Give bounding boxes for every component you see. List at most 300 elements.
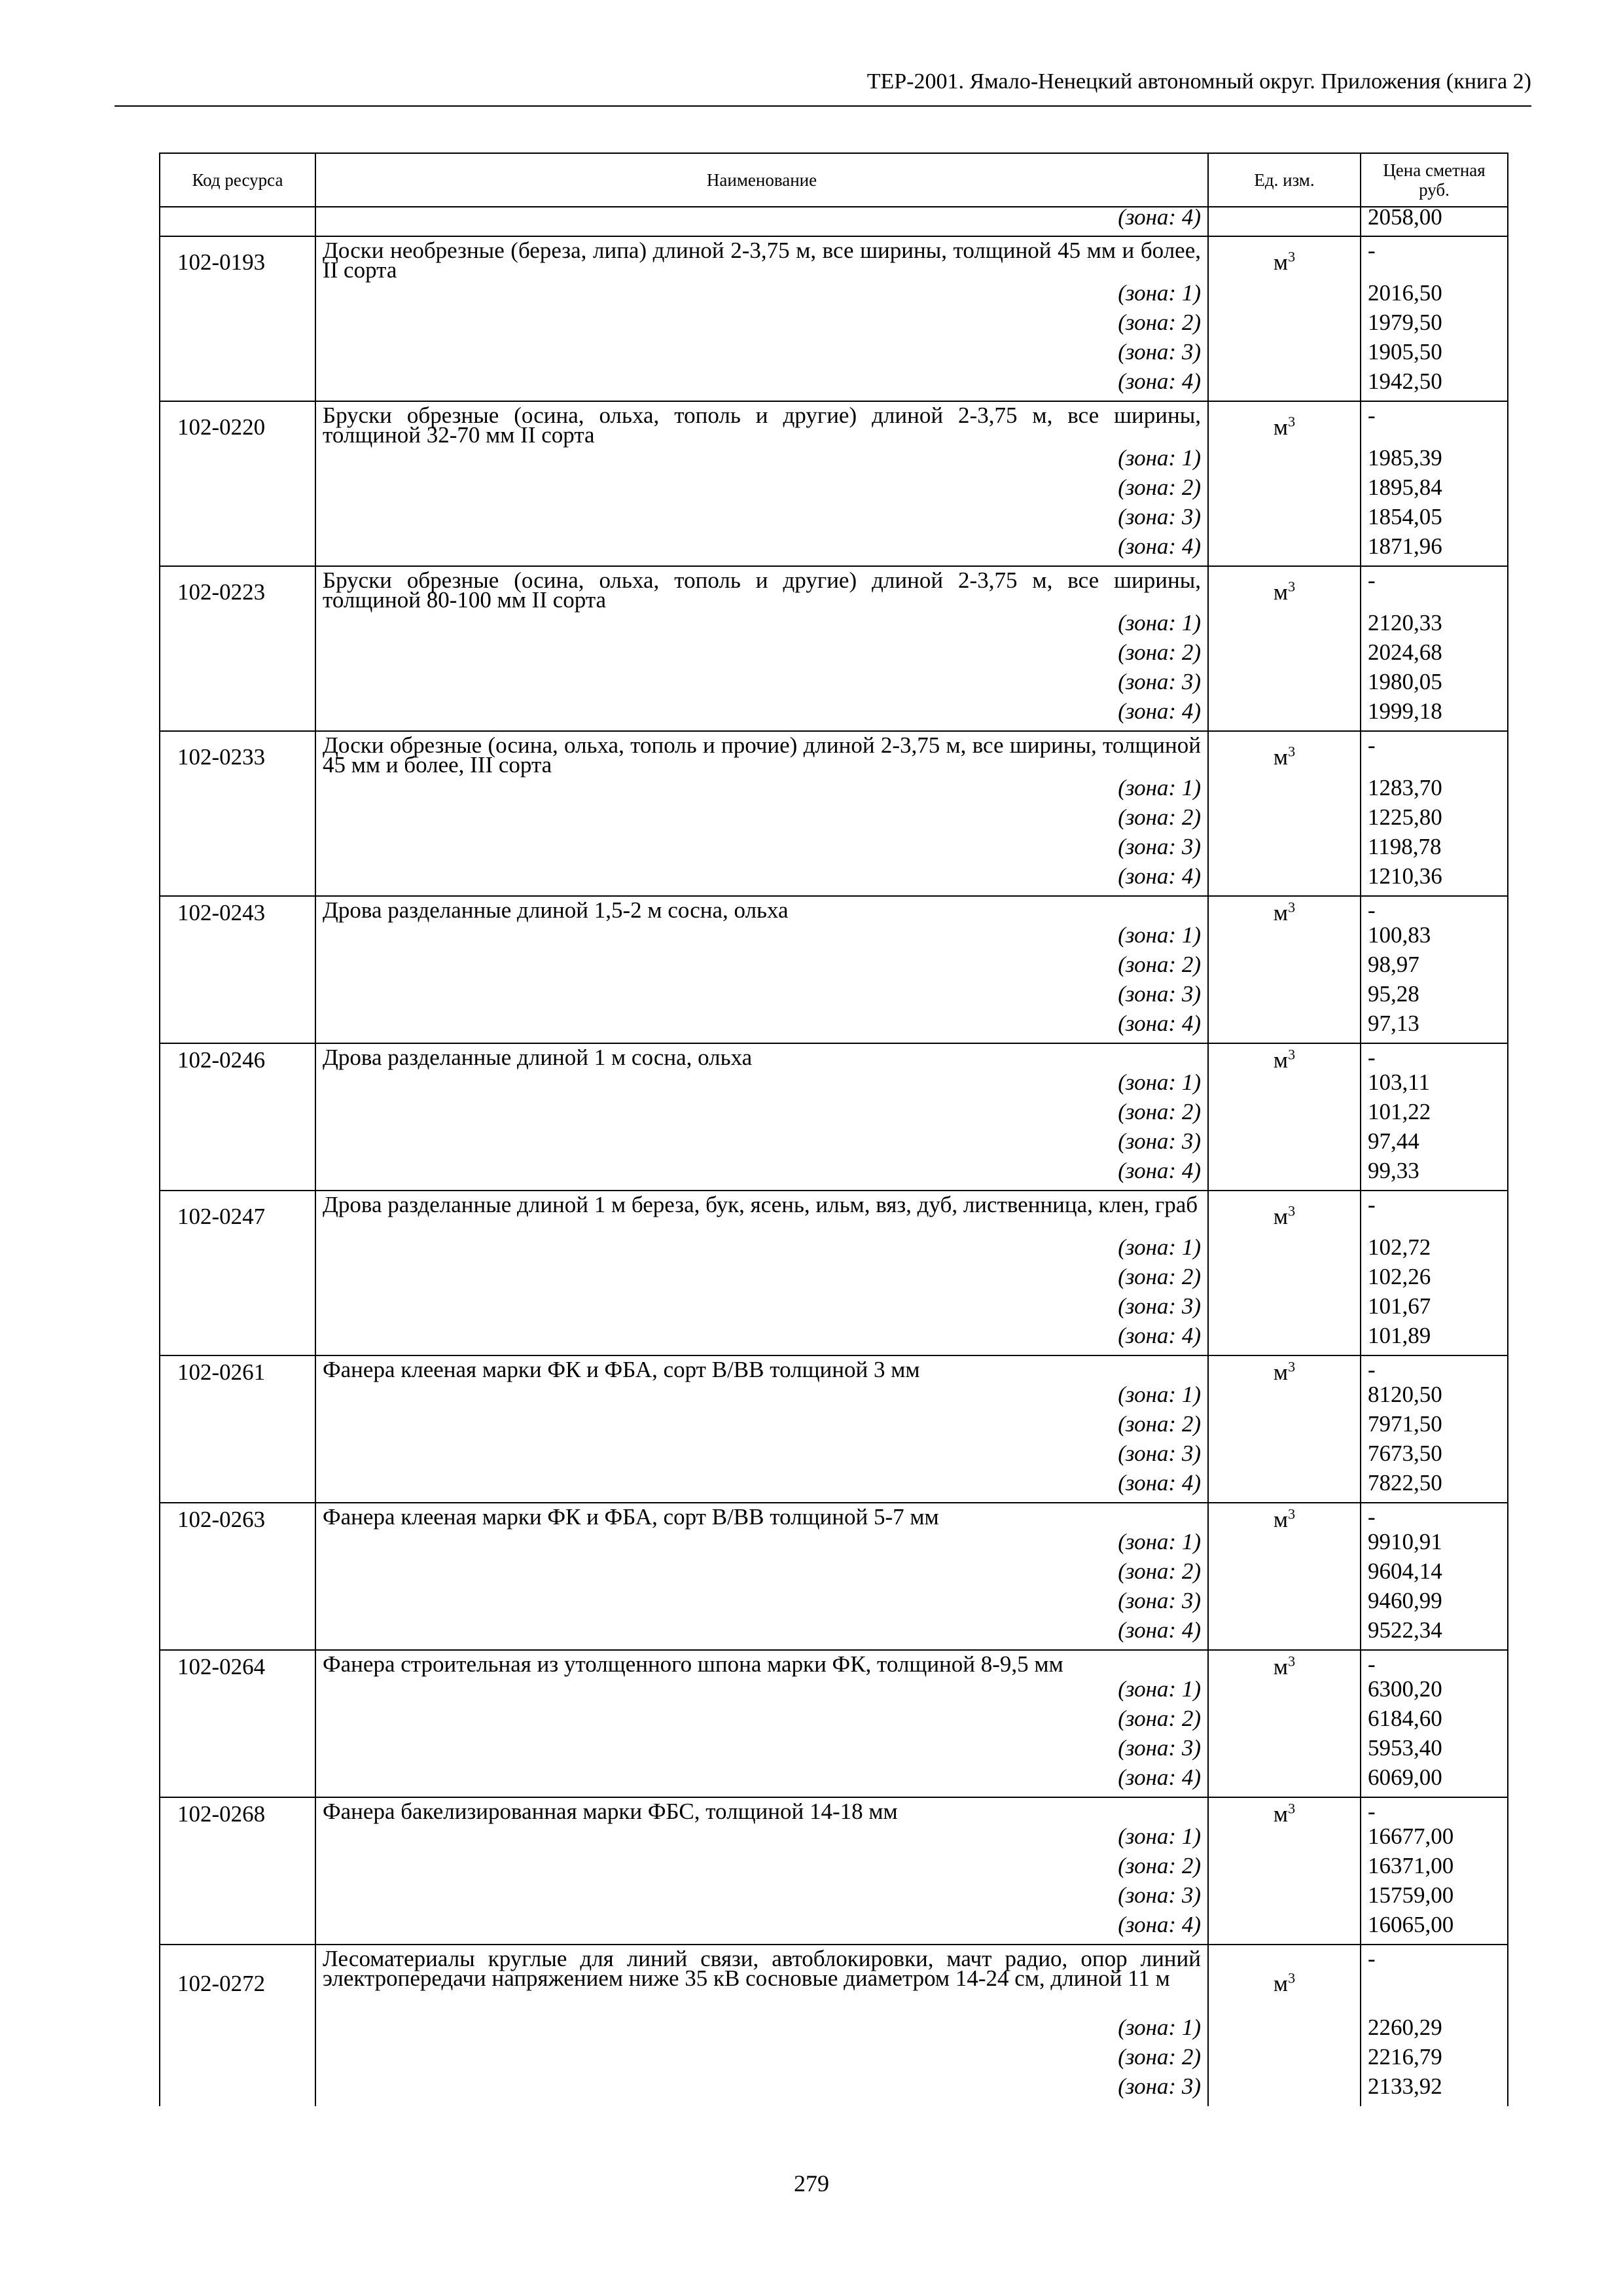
resource-name: Фанера клееная марки ФК и ФБА, сорт В/ВВ толщиной 3 мм — [315, 1355, 1208, 1385]
zone-unit-empty — [1208, 1915, 1361, 1945]
resource-name: Фанера строительная из утолщенного шпона марки ФК, толщиной 8-9,5 мм — [315, 1650, 1208, 1679]
zone-unit-empty — [1208, 1014, 1361, 1043]
zone-price: 1283,70 — [1361, 778, 1508, 808]
zone-label: (зона: 2) — [315, 2047, 1208, 2077]
zone-label: (зона: 2) — [315, 1414, 1208, 1444]
zone-price: 16065,00 — [1361, 1915, 1508, 1945]
zone-code-empty — [160, 613, 315, 643]
zone-row — [160, 1679, 1508, 1709]
zone-code-empty — [160, 2018, 315, 2047]
zone-code-empty — [160, 1267, 315, 1297]
zone-price: 2133,92 — [1361, 2077, 1508, 2106]
zone-code-empty — [160, 1532, 315, 1562]
zone-unit-empty — [1208, 1238, 1361, 1267]
zone-row — [160, 1267, 1508, 1297]
zone-label: (зона: 3) — [315, 1132, 1208, 1161]
zone-code-empty — [160, 1414, 315, 1444]
zone-unit-empty — [1208, 1161, 1361, 1191]
zone-label: (зона: 4) — [315, 1768, 1208, 1797]
zone-code-empty — [160, 1915, 315, 1945]
table-row — [160, 1503, 1508, 1532]
zone-unit-empty — [1208, 507, 1361, 537]
zone-row — [160, 1102, 1508, 1132]
zone-unit-empty — [1208, 1738, 1361, 1768]
base-price: - — [1361, 1797, 1508, 1827]
zone-unit-empty — [1208, 342, 1361, 372]
zone-code-empty — [160, 448, 315, 478]
resource-name: Дрова разделанные длиной 1 м береза, бук, ясень, ильм, вяз, дуб, лиственница, клен, граб — [315, 1191, 1208, 1238]
base-price: - — [1361, 731, 1508, 778]
zone-unit-empty — [1208, 925, 1361, 955]
zone-label: (зона: 2) — [315, 313, 1208, 342]
zone-label: (зона: 2) — [315, 1709, 1208, 1738]
zone-unit-empty — [1208, 1297, 1361, 1326]
zone-price: 1999,18 — [1361, 702, 1508, 731]
table-row — [160, 236, 1508, 283]
table-row — [160, 1191, 1508, 1238]
zone-code-empty — [160, 372, 315, 401]
zone-label: (зона: 3) — [315, 342, 1208, 372]
resource-name: Фанера бакелизированная марки ФБС, толщиной 14-18 мм — [315, 1797, 1208, 1827]
zone-unit-empty — [1208, 448, 1361, 478]
zone-label: (зона: 1) — [315, 1827, 1208, 1856]
zone-price: 1980,05 — [1361, 672, 1508, 702]
zone-code-empty — [160, 808, 315, 837]
zone-price: 1895,84 — [1361, 478, 1508, 507]
zone-row — [160, 313, 1508, 342]
zone-price: 101,22 — [1361, 1102, 1508, 1132]
zone-label: (зона: 2) — [315, 955, 1208, 984]
unit-exponent: 3 — [1288, 577, 1296, 594]
resource-name: Фанера клееная марки ФК и ФБА, сорт В/ВВ толщиной 5-7 мм — [315, 1503, 1208, 1532]
zone-price: 16371,00 — [1361, 1856, 1508, 1886]
zone-price: 1871,96 — [1361, 537, 1508, 566]
zone-label: (зона: 2) — [315, 1102, 1208, 1132]
zone-price: 1854,05 — [1361, 507, 1508, 537]
zone-price: 6184,60 — [1361, 1709, 1508, 1738]
zone-label: (зона: 2) — [315, 643, 1208, 672]
zone-row — [160, 955, 1508, 984]
resource-code: 102-0246 — [160, 1043, 315, 1073]
zone-price: 6300,20 — [1361, 1679, 1508, 1709]
zone-label: (зона: 1) — [315, 1532, 1208, 1562]
resource-name: Доски необрезные (береза, липа) длиной 2-3,75 м, все ширины, толщиной 45 мм и более, II сорта — [315, 236, 1208, 283]
zone-label: (зона: 1) — [315, 925, 1208, 955]
unit-base: м — [1273, 249, 1289, 275]
continuation-zone: (зона: 4) — [315, 207, 1208, 236]
unit-exponent: 3 — [1288, 1202, 1296, 1219]
zone-price: 2260,29 — [1361, 2018, 1508, 2047]
base-price: - — [1361, 1191, 1508, 1238]
resource-code: 102-0223 — [160, 566, 315, 613]
zone-unit-empty — [1208, 1679, 1361, 1709]
zone-code-empty — [160, 1297, 315, 1326]
zone-code-empty — [160, 1827, 315, 1856]
zone-unit-empty — [1208, 1267, 1361, 1297]
zone-price: 9522,34 — [1361, 1621, 1508, 1650]
unit-exponent: 3 — [1288, 1800, 1296, 1817]
zone-code-empty — [160, 1073, 315, 1102]
unit-exponent: 3 — [1288, 412, 1296, 429]
zone-label: (зона: 3) — [315, 837, 1208, 867]
zone-unit-empty — [1208, 1621, 1361, 1650]
zone-label: (зона: 3) — [315, 672, 1208, 702]
unit-cell — [1208, 566, 1361, 613]
zone-unit-empty — [1208, 1102, 1361, 1132]
running-header: ТЕР-2001. Ямало-Ненецкий автономный округ. Приложения (книга 2) — [115, 65, 1531, 107]
base-price: - — [1361, 1650, 1508, 1679]
zone-price: 97,44 — [1361, 1132, 1508, 1161]
unit-cell — [1208, 1503, 1361, 1532]
unit-exponent: 3 — [1288, 1046, 1296, 1063]
price-table — [159, 152, 1508, 2106]
base-price: - — [1361, 1043, 1508, 1073]
zone-row — [160, 643, 1508, 672]
zone-unit-empty — [1208, 372, 1361, 401]
zone-code-empty — [160, 1102, 315, 1132]
zone-row — [160, 778, 1508, 808]
zone-label: (зона: 4) — [315, 372, 1208, 401]
zone-label: (зона: 4) — [315, 702, 1208, 731]
zone-price: 7971,50 — [1361, 1414, 1508, 1444]
zone-row — [160, 867, 1508, 896]
unit-cell — [1208, 1191, 1361, 1238]
zone-row — [160, 1768, 1508, 1797]
resource-code: 102-0220 — [160, 401, 315, 448]
zone-code-empty — [160, 1132, 315, 1161]
zone-unit-empty — [1208, 1414, 1361, 1444]
zone-row — [160, 342, 1508, 372]
zone-unit-empty — [1208, 808, 1361, 837]
zone-price: 102,26 — [1361, 1267, 1508, 1297]
zone-unit-empty — [1208, 837, 1361, 867]
unit-exponent: 3 — [1288, 742, 1296, 759]
unit-base: м — [1273, 1047, 1289, 1073]
zone-label: (зона: 2) — [315, 808, 1208, 837]
zone-price: 1225,80 — [1361, 808, 1508, 837]
zone-code-empty — [160, 1856, 315, 1886]
zone-label: (зона: 1) — [315, 613, 1208, 643]
zone-code-empty — [160, 1385, 315, 1414]
zone-row — [160, 1326, 1508, 1355]
zone-price: 1210,36 — [1361, 867, 1508, 896]
unit-cell — [1208, 896, 1361, 925]
zone-unit-empty — [1208, 313, 1361, 342]
zone-label: (зона: 4) — [315, 1473, 1208, 1503]
table-row — [160, 1043, 1508, 1073]
zone-row — [160, 1297, 1508, 1326]
unit-base: м — [1273, 744, 1289, 770]
zone-row — [160, 1532, 1508, 1562]
zone-label: (зона: 4) — [315, 1326, 1208, 1355]
zone-code-empty — [160, 313, 315, 342]
resource-name: Доски обрезные (осина, ольха, тополь и прочие) длиной 2-3,75 м, все ширины, толщиной 45 мм и более, III сорта — [315, 731, 1208, 778]
zone-unit-empty — [1208, 1532, 1361, 1562]
zone-code-empty — [160, 1014, 315, 1043]
zone-row — [160, 1709, 1508, 1738]
resource-name: Дрова разделанные длиной 1,5-2 м сосна, ольха — [315, 896, 1208, 925]
table-row — [160, 896, 1508, 925]
unit-exponent: 3 — [1288, 899, 1296, 916]
zone-code-empty — [160, 1444, 315, 1473]
zone-code-empty — [160, 1326, 315, 1355]
base-price: - — [1361, 236, 1508, 283]
zone-unit-empty — [1208, 1768, 1361, 1797]
zone-label: (зона: 4) — [315, 1621, 1208, 1650]
zone-code-empty — [160, 1709, 315, 1738]
zone-row — [160, 1886, 1508, 1915]
zone-row — [160, 613, 1508, 643]
table-row — [160, 401, 1508, 448]
zone-unit-empty — [1208, 1326, 1361, 1355]
unit-base: м — [1273, 414, 1289, 440]
zone-label: (зона: 3) — [315, 2077, 1208, 2106]
zone-price: 2216,79 — [1361, 2047, 1508, 2077]
zone-code-empty — [160, 925, 315, 955]
zone-row — [160, 372, 1508, 401]
zone-row — [160, 984, 1508, 1014]
zone-unit-empty — [1208, 984, 1361, 1014]
zone-code-empty — [160, 342, 315, 372]
zone-unit-empty — [1208, 283, 1361, 313]
base-price: - — [1361, 1503, 1508, 1532]
zone-row — [160, 537, 1508, 566]
zone-row — [160, 1562, 1508, 1591]
zone-label: (зона: 4) — [315, 1915, 1208, 1945]
zone-label: (зона: 1) — [315, 1679, 1208, 1709]
zone-unit-empty — [1208, 537, 1361, 566]
zone-label: (зона: 1) — [315, 283, 1208, 313]
zone-unit-empty — [1208, 1886, 1361, 1915]
zone-code-empty — [160, 1238, 315, 1267]
resource-code: 102-0261 — [160, 1355, 315, 1385]
zone-unit-empty — [1208, 672, 1361, 702]
zone-price: 101,67 — [1361, 1297, 1508, 1326]
resource-code: 102-0263 — [160, 1503, 315, 1532]
zone-price: 7673,50 — [1361, 1444, 1508, 1473]
zone-code-empty — [160, 1161, 315, 1191]
header-code: Код ресурса — [160, 153, 315, 207]
resource-code: 102-0233 — [160, 731, 315, 778]
zone-unit-empty — [1208, 955, 1361, 984]
table-header-row — [160, 153, 1508, 207]
zone-unit-empty — [1208, 778, 1361, 808]
zone-row — [160, 1385, 1508, 1414]
zone-label: (зона: 1) — [315, 448, 1208, 478]
resource-name: Лесоматериалы круглые для линий связи, автоблокировки, мачт радио, опор линий электропередачи напряжением ниже 35 кВ сосновые диаметром 14-24 см, длиной 11 м — [315, 1945, 1208, 2018]
zone-row — [160, 478, 1508, 507]
page-number: 279 — [794, 2170, 829, 2197]
zone-price: 9460,99 — [1361, 1591, 1508, 1621]
zone-row — [160, 1856, 1508, 1886]
zone-row — [160, 1473, 1508, 1503]
zone-row — [160, 1621, 1508, 1650]
zone-price: 1198,78 — [1361, 837, 1508, 867]
unit-base: м — [1273, 1203, 1289, 1229]
header-name: Наименование — [315, 153, 1208, 207]
zone-price: 16677,00 — [1361, 1827, 1508, 1856]
zone-label: (зона: 2) — [315, 1562, 1208, 1591]
base-price: - — [1361, 896, 1508, 925]
base-price: - — [1361, 401, 1508, 448]
zone-row — [160, 2047, 1508, 2077]
zone-label: (зона: 2) — [315, 478, 1208, 507]
zone-row — [160, 1132, 1508, 1161]
zone-price: 1942,50 — [1361, 372, 1508, 401]
zone-code-empty — [160, 507, 315, 537]
zone-price: 7822,50 — [1361, 1473, 1508, 1503]
zone-code-empty — [160, 283, 315, 313]
zone-code-empty — [160, 1621, 315, 1650]
zone-row — [160, 507, 1508, 537]
continuation-unit — [1208, 207, 1361, 236]
zone-unit-empty — [1208, 1709, 1361, 1738]
zone-price: 100,83 — [1361, 925, 1508, 955]
zone-unit-empty — [1208, 2077, 1361, 2106]
zone-price: 99,33 — [1361, 1161, 1508, 1191]
zone-row — [160, 2077, 1508, 2106]
zone-price: 2024,68 — [1361, 643, 1508, 672]
table-body — [160, 204, 1508, 2106]
continuation-row — [160, 207, 1508, 236]
unit-cell — [1208, 731, 1361, 778]
zone-label: (зона: 3) — [315, 1886, 1208, 1915]
resource-code: 102-0272 — [160, 1945, 315, 2018]
zone-label: (зона: 1) — [315, 778, 1208, 808]
unit-base: м — [1273, 1507, 1289, 1532]
continuation-code — [160, 207, 315, 236]
unit-base: м — [1273, 579, 1289, 605]
zone-price: 103,11 — [1361, 1073, 1508, 1102]
zone-label: (зона: 1) — [315, 2018, 1208, 2047]
zone-row — [160, 1414, 1508, 1444]
zone-row — [160, 925, 1508, 955]
zone-unit-empty — [1208, 1827, 1361, 1856]
zone-code-empty — [160, 955, 315, 984]
zone-label: (зона: 4) — [315, 1161, 1208, 1191]
zone-unit-empty — [1208, 1385, 1361, 1414]
zone-unit-empty — [1208, 1444, 1361, 1473]
zone-code-empty — [160, 1738, 315, 1768]
zone-code-empty — [160, 2047, 315, 2077]
resource-name: Бруски обрезные (осина, ольха, тополь и другие) длиной 2-3,75 м, все ширины, толщиной 80-100 мм II сорта — [315, 566, 1208, 613]
unit-cell — [1208, 1043, 1361, 1073]
unit-cell — [1208, 1355, 1361, 1385]
zone-price: 8120,50 — [1361, 1385, 1508, 1414]
zone-label: (зона: 1) — [315, 1385, 1208, 1414]
unit-exponent: 3 — [1288, 1358, 1296, 1375]
zone-label: (зона: 4) — [315, 537, 1208, 566]
table-row — [160, 1945, 1508, 2018]
table-row — [160, 1650, 1508, 1679]
zone-code-empty — [160, 837, 315, 867]
table-row — [160, 1355, 1508, 1385]
zone-code-empty — [160, 1886, 315, 1915]
zone-price: 9910,91 — [1361, 1532, 1508, 1562]
zone-unit-empty — [1208, 1591, 1361, 1621]
zone-unit-empty — [1208, 1073, 1361, 1102]
zone-unit-empty — [1208, 478, 1361, 507]
zone-price: 101,89 — [1361, 1326, 1508, 1355]
zone-code-empty — [160, 867, 315, 896]
zone-code-empty — [160, 778, 315, 808]
unit-base: м — [1273, 1801, 1289, 1827]
zone-row — [160, 1014, 1508, 1043]
zone-code-empty — [160, 1562, 315, 1591]
header-unit: Ед. изм. — [1208, 153, 1361, 207]
zone-label: (зона: 4) — [315, 1014, 1208, 1043]
resource-name: Дрова разделанные длиной 1 м сосна, ольха — [315, 1043, 1208, 1073]
zone-label: (зона: 2) — [315, 1856, 1208, 1886]
zone-row — [160, 2018, 1508, 2047]
zone-price: 1905,50 — [1361, 342, 1508, 372]
zone-price: 2120,33 — [1361, 613, 1508, 643]
zone-row — [160, 672, 1508, 702]
zone-row — [160, 1738, 1508, 1768]
zone-row — [160, 837, 1508, 867]
zone-price: 102,72 — [1361, 1238, 1508, 1267]
zone-code-empty — [160, 643, 315, 672]
zone-label: (зона: 3) — [315, 507, 1208, 537]
zone-code-empty — [160, 984, 315, 1014]
zone-price: 6069,00 — [1361, 1768, 1508, 1797]
zone-unit-empty — [1208, 613, 1361, 643]
zone-row — [160, 1073, 1508, 1102]
zone-code-empty — [160, 1768, 315, 1797]
zone-label: (зона: 3) — [315, 1591, 1208, 1621]
zone-row — [160, 283, 1508, 313]
zone-unit-empty — [1208, 867, 1361, 896]
table-row — [160, 1797, 1508, 1827]
zone-code-empty — [160, 478, 315, 507]
unit-base: м — [1273, 1359, 1289, 1385]
unit-cell — [1208, 1650, 1361, 1679]
zone-code-empty — [160, 672, 315, 702]
zone-label: (зона: 3) — [315, 984, 1208, 1014]
zone-row — [160, 1591, 1508, 1621]
zone-code-empty — [160, 1473, 315, 1503]
zone-row — [160, 448, 1508, 478]
table-row — [160, 731, 1508, 778]
zone-price: 9604,14 — [1361, 1562, 1508, 1591]
zone-row — [160, 1444, 1508, 1473]
unit-base: м — [1273, 900, 1289, 925]
zone-row — [160, 702, 1508, 731]
zone-unit-empty — [1208, 643, 1361, 672]
zone-price: 98,97 — [1361, 955, 1508, 984]
zone-unit-empty — [1208, 1562, 1361, 1591]
unit-cell — [1208, 401, 1361, 448]
header-price: Цена сметная руб. — [1361, 153, 1508, 207]
zone-price: 97,13 — [1361, 1014, 1508, 1043]
zone-price: 2016,50 — [1361, 283, 1508, 313]
resource-code: 102-0268 — [160, 1797, 315, 1827]
unit-exponent: 3 — [1288, 247, 1296, 264]
resource-code: 102-0247 — [160, 1191, 315, 1238]
unit-cell — [1208, 1945, 1361, 2018]
zone-row — [160, 1161, 1508, 1191]
zone-label: (зона: 2) — [315, 1267, 1208, 1297]
zone-row — [160, 1915, 1508, 1945]
zone-label: (зона: 4) — [315, 867, 1208, 896]
resource-code: 102-0193 — [160, 236, 315, 283]
zone-code-empty — [160, 1679, 315, 1709]
zone-row — [160, 1238, 1508, 1267]
unit-cell — [1208, 1797, 1361, 1827]
resource-code: 102-0243 — [160, 896, 315, 925]
unit-exponent: 3 — [1288, 1653, 1296, 1670]
zone-row — [160, 1827, 1508, 1856]
